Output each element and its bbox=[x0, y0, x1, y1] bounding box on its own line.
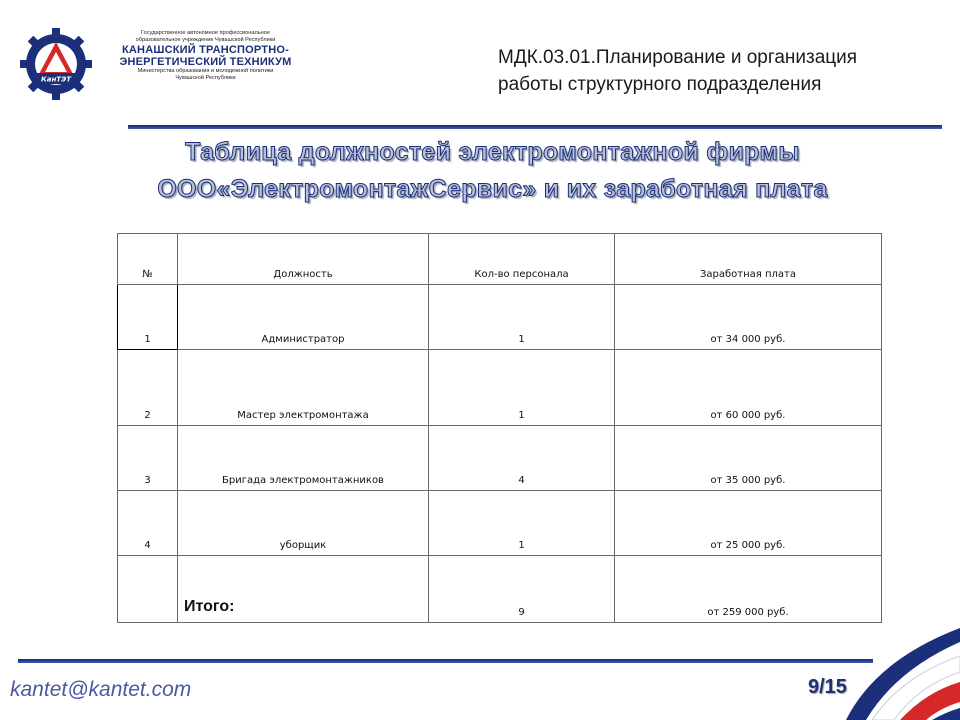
logo-name-1: КАНАШСКИЙ ТРАНСПОРТНО- bbox=[122, 44, 289, 56]
row-num: 2 bbox=[118, 350, 178, 426]
logo-line-4: Чувашской Республики bbox=[175, 75, 236, 81]
slide-title-line-2: ООО«ЭлектромонтажСервис» и их заработная плата bbox=[157, 175, 828, 203]
course-title bbox=[498, 44, 948, 98]
logo-line-1: Государственное автономное профессиональное bbox=[141, 30, 270, 36]
row-position: Бригада электромонтажников bbox=[178, 426, 429, 491]
row-salary: от 60 000 руб. bbox=[615, 350, 882, 426]
contact-email: kantet@kantet.com bbox=[10, 678, 192, 701]
row-num: 3 bbox=[118, 426, 178, 491]
row-salary: от 34 000 руб. bbox=[615, 285, 882, 350]
total-num bbox=[118, 556, 178, 623]
row-num: 1 bbox=[118, 285, 178, 350]
row-position: Администратор bbox=[178, 285, 429, 350]
row-count: 1 bbox=[429, 491, 615, 556]
row-count: 4 bbox=[429, 426, 615, 491]
row-salary: от 25 000 руб. bbox=[615, 491, 882, 556]
row-num: 4 bbox=[118, 491, 178, 556]
header-count: Кол-во персонала bbox=[429, 234, 615, 285]
logo-badge-text: КанТЭТ bbox=[41, 75, 71, 84]
row-position: уборщик bbox=[178, 491, 429, 556]
header-num: № bbox=[118, 234, 178, 285]
page-number: 9/15 bbox=[808, 676, 847, 698]
table-row bbox=[118, 350, 882, 426]
table-row bbox=[118, 426, 882, 491]
header-salary: Заработная плата bbox=[615, 234, 882, 285]
logo-line-3: Министерства образования и молодежной политики bbox=[137, 68, 274, 74]
total-salary: от 259 000 руб. bbox=[615, 556, 882, 623]
total-count: 9 bbox=[429, 556, 615, 623]
row-count: 1 bbox=[429, 285, 615, 350]
flag-swoosh-icon bbox=[836, 620, 960, 720]
total-label: Итого: bbox=[178, 556, 429, 623]
row-salary: от 35 000 руб. bbox=[615, 426, 882, 491]
row-position: Мастер электромонтажа bbox=[178, 350, 429, 426]
header-position: Должность bbox=[178, 234, 429, 285]
table-row bbox=[118, 491, 882, 556]
gear-logo-icon bbox=[18, 26, 94, 102]
header-divider bbox=[128, 125, 942, 129]
table-header-row bbox=[118, 234, 882, 285]
footer-divider bbox=[18, 659, 873, 663]
course-line-1: МДК.03.01.Планирование и организация bbox=[498, 47, 858, 68]
row-count: 1 bbox=[429, 350, 615, 426]
table-row bbox=[118, 285, 882, 350]
table-total-row bbox=[118, 556, 882, 623]
college-logo bbox=[18, 26, 308, 98]
positions-table bbox=[117, 233, 882, 623]
logo-line-2: образовательное учреждение Чувашской Республики bbox=[135, 37, 276, 43]
course-line-2: работы структурного подразделения bbox=[498, 74, 822, 95]
logo-name-2: ЭНЕРГЕТИЧЕСКИЙ ТЕХНИКУМ bbox=[119, 56, 292, 68]
slide-title-line-1: Таблица должностей электромонтажной фирмы bbox=[185, 138, 800, 166]
